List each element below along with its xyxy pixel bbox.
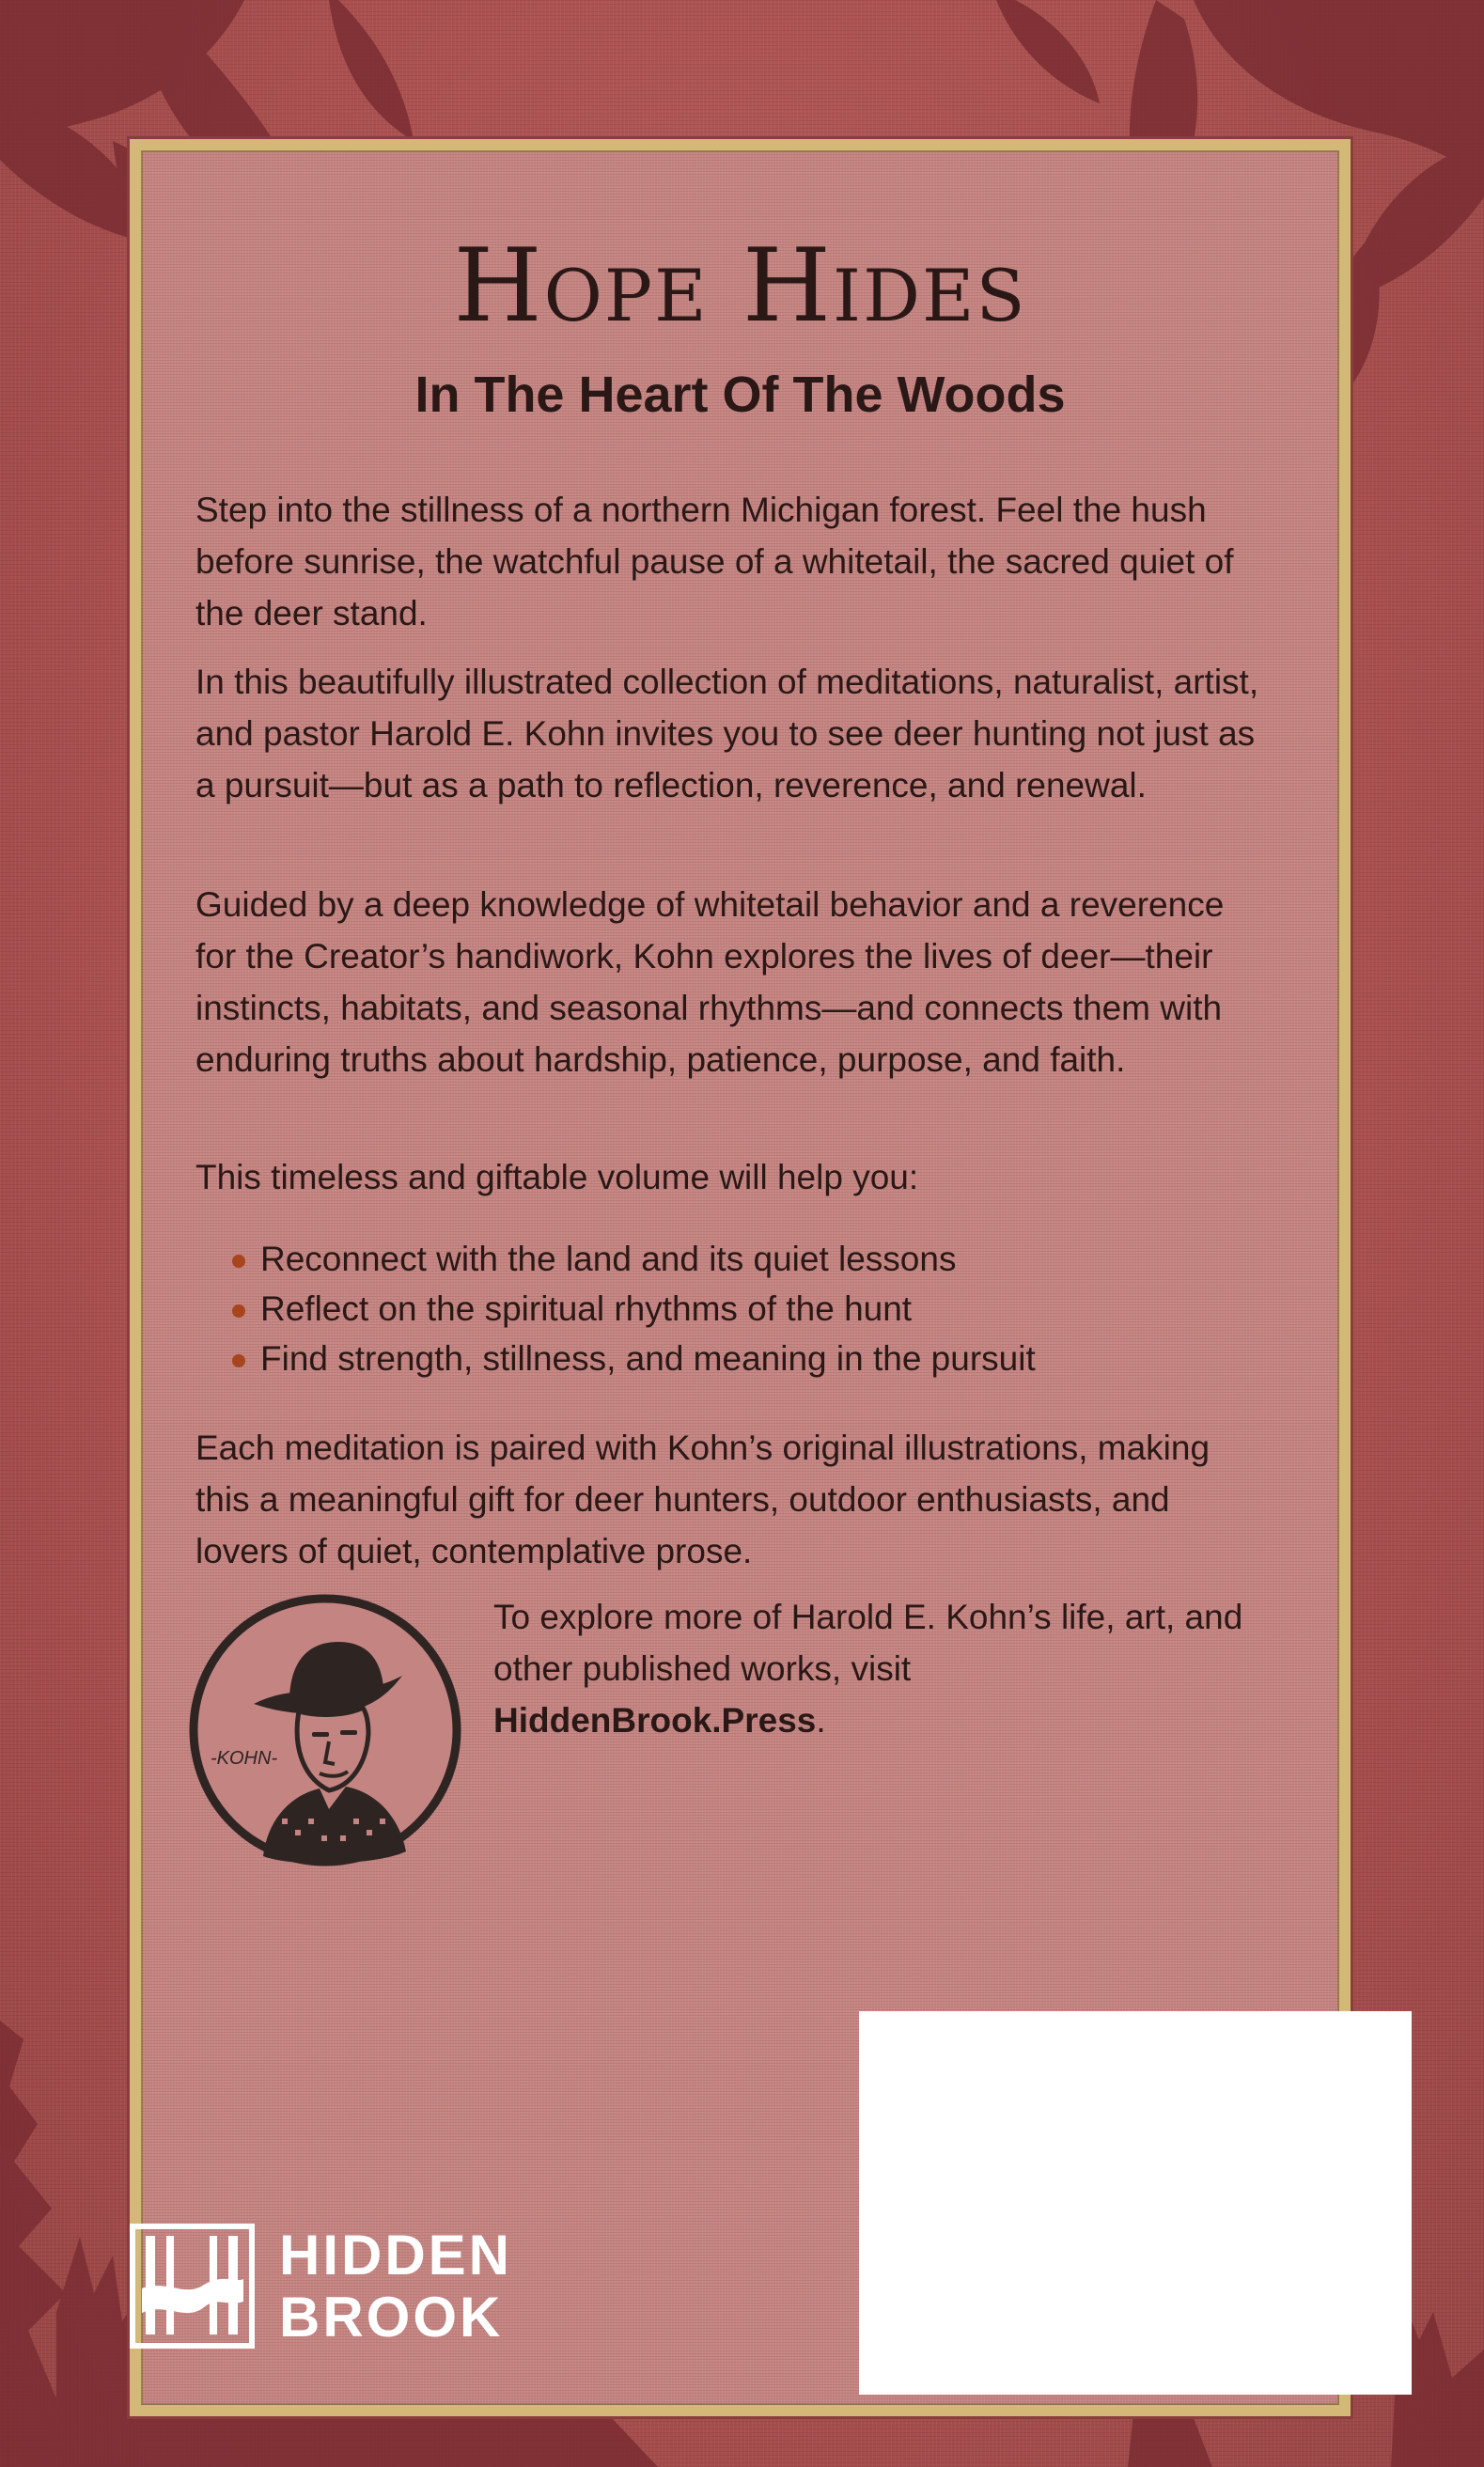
brook-logo-icon xyxy=(129,2223,256,2350)
book-title: Hope Hides xyxy=(453,227,1027,345)
closing-paragraph: Each meditation is paired with Kohn’s original illustrations, making this a meaningful gift for deer hunters, outdoor enthusiasts, and lovers of quiet, contemplative prose. xyxy=(195,1429,1211,1570)
author-portrait-icon xyxy=(188,1593,462,1867)
list-item: Reflect on the spiritual rhythms of the hunt xyxy=(230,1284,1036,1334)
explore-end: . xyxy=(816,1701,826,1740)
explore-text: To explore more of Harold E. Kohn’s life, art, and other published works, visit xyxy=(493,1598,1243,1688)
barcode-placeholder xyxy=(859,2011,1412,2395)
portrait-signature: -KOHN- xyxy=(211,1748,278,1769)
description-paragraph: In this beautifully illustrated collection of meditations, naturalist, artist, and pastor Harold E. Kohn invites you to see deer hunting not just as a pursuit—but as a path to reflection, reverence, and renewal. xyxy=(195,663,1259,804)
intro-paragraph: Step into the stillness of a northern Michigan forest. Feel the hush before sunrise, the watchful pause of a whitetail, the sacred quiet of the deer stand. xyxy=(195,491,1234,632)
website-link[interactable]: HiddenBrook.Press xyxy=(493,1701,817,1740)
list-item: Find strength, stillness, and meaning in the pursuit xyxy=(230,1334,1036,1383)
benefit-list xyxy=(230,1234,1036,1383)
explore-paragraph xyxy=(493,1591,1245,1746)
publisher-logo xyxy=(129,2223,570,2350)
book-subtitle: In The Heart Of The Woods xyxy=(414,367,1066,423)
publisher-name-line1: HIDDEN xyxy=(279,2224,513,2287)
list-item: Reconnect with the land and its quiet lessons xyxy=(230,1234,1036,1284)
bullet-intro: This timeless and giftable volume will help you: xyxy=(195,1158,919,1196)
author-paragraph: Guided by a deep knowledge of whitetail behavior and a reverence for the Creator’s handiwork, Kohn explores the lives of deer—their instincts, habitats, and seasonal rhythms—and connects them with enduring truths about hardship, patience, purpose, and faith. xyxy=(195,885,1225,1079)
publisher-name-line2: BROOK xyxy=(279,2286,504,2349)
